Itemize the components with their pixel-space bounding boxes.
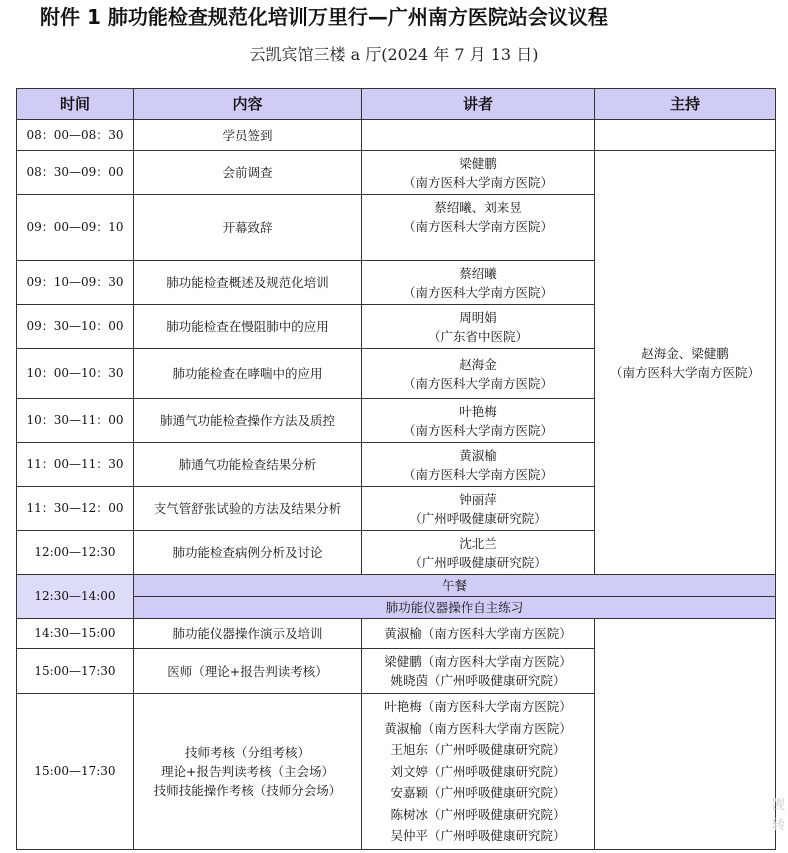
row-time: 11：00—11：30 bbox=[17, 443, 134, 487]
row-content: 会前调查 bbox=[134, 151, 362, 195]
lunch-time: 12:30—14:00 bbox=[17, 575, 134, 619]
header-host: 主持 bbox=[595, 89, 776, 120]
table-row bbox=[17, 120, 776, 151]
row-content bbox=[134, 694, 362, 850]
row-time: 09：00—09：10 bbox=[17, 195, 134, 261]
speaker-name: 沈北兰 bbox=[459, 535, 497, 551]
row-time: 10：00—10：30 bbox=[17, 349, 134, 399]
row-content: 学员签到 bbox=[134, 120, 362, 151]
document-title: 附件 1 肺功能检查规范化培训万里行—广州南方医院站会议议程 bbox=[40, 5, 608, 29]
row-content: 支气管舒张试验的方法及结果分析 bbox=[134, 487, 362, 531]
speaker-name: 蔡绍曦、刘来昱 bbox=[434, 200, 522, 215]
content-line: 技师考核（分组考核） bbox=[184, 745, 310, 760]
practice-label: 肺功能仪器操作自主练习 bbox=[134, 597, 776, 619]
row-content: 肺功能检查在哮喘中的应用 bbox=[134, 349, 362, 399]
speaker-affiliation: （南方医科大学南方医院） bbox=[402, 466, 553, 482]
row-speaker bbox=[362, 195, 595, 261]
row-speaker bbox=[362, 349, 595, 399]
row-time: 12:00—12:30 bbox=[17, 531, 134, 575]
speaker-affiliation: （南方医科大学南方医院） bbox=[402, 219, 553, 234]
speaker-entry: 安嘉颖（广州呼吸健康研究院） bbox=[390, 785, 566, 801]
header-time: 时间 bbox=[17, 89, 134, 120]
row-content: 医师（理论+报告判读考核） bbox=[134, 649, 362, 694]
speaker-affiliation: （广东省中医院） bbox=[427, 328, 528, 344]
row-speaker bbox=[362, 399, 595, 443]
speaker-entry: 梁健鹏（南方医科大学南方医院） bbox=[384, 654, 572, 669]
row-speaker bbox=[362, 120, 595, 151]
content-line: 技师技能操作考核（技师分会场） bbox=[153, 783, 342, 798]
agenda-table bbox=[16, 88, 776, 850]
row-time: 15:00—17:30 bbox=[17, 649, 134, 694]
row-time: 11：30—12：00 bbox=[17, 487, 134, 531]
content-line: 理论+报告判读考核（主会场） bbox=[161, 764, 334, 779]
speaker-entry: 黄淑榆（南方医科大学南方医院） bbox=[384, 720, 572, 736]
row-time: 09：30—10：00 bbox=[17, 305, 134, 349]
row-speaker bbox=[362, 443, 595, 487]
speaker-name: 黄淑榆 bbox=[459, 447, 497, 463]
row-content: 肺功能检查病例分析及讨论 bbox=[134, 531, 362, 575]
speaker-affiliation: （南方医科大学南方医院） bbox=[402, 375, 553, 391]
row-content: 开幕致辞 bbox=[134, 195, 362, 261]
host-affiliation: （南方医科大学南方医院） bbox=[609, 364, 760, 380]
watermark: 觊转 bbox=[772, 798, 786, 833]
row-host bbox=[595, 120, 776, 151]
speaker-affiliation: （南方医科大学南方医院） bbox=[402, 284, 553, 300]
speaker-name: 钟丽萍 bbox=[459, 491, 497, 507]
row-time: 14:30—15:00 bbox=[17, 619, 134, 649]
speaker-name: 梁健鹏 bbox=[459, 155, 497, 171]
speaker-entry: 黄淑榆（南方医科大学南方医院） bbox=[384, 626, 572, 641]
row-speaker bbox=[362, 649, 595, 694]
speaker-affiliation: （广州呼吸健康研究院） bbox=[409, 510, 547, 526]
header-content: 内容 bbox=[134, 89, 362, 120]
row-speaker bbox=[362, 305, 595, 349]
speaker-entry: 姚晓茵（广州呼吸健康研究院） bbox=[390, 673, 566, 688]
speaker-name: 周明娟 bbox=[459, 309, 497, 325]
row-content: 肺功能仪器操作演示及培训 bbox=[134, 619, 362, 649]
row-speaker bbox=[362, 261, 595, 305]
header-speaker: 讲者 bbox=[362, 89, 595, 120]
speaker-affiliation: （南方医科大学南方医院） bbox=[402, 422, 553, 438]
morning-host-cell bbox=[595, 151, 776, 575]
table-row bbox=[17, 151, 776, 195]
row-speaker bbox=[362, 487, 595, 531]
document-subtitle: 云凯宾馆三楼 a 厅(2024 年 7 月 13 日) bbox=[249, 45, 539, 64]
speaker-name: 蔡绍曦 bbox=[459, 265, 497, 281]
row-content: 肺功能检查概述及规范化培训 bbox=[134, 261, 362, 305]
row-speaker bbox=[362, 694, 595, 850]
row-time: 08：00—08：30 bbox=[17, 120, 134, 151]
row-speaker bbox=[362, 619, 595, 649]
lunch-row bbox=[17, 575, 776, 597]
speaker-affiliation: （南方医科大学南方医院） bbox=[402, 174, 553, 190]
row-time: 08：30—09：00 bbox=[17, 151, 134, 195]
speaker-entry: 叶艳梅（南方医科大学南方医院） bbox=[384, 699, 572, 715]
speaker-entry: 陈树冰（广州呼吸健康研究院） bbox=[390, 806, 566, 822]
afternoon-host-cell bbox=[595, 619, 776, 850]
speaker-affiliation: （广州呼吸健康研究院） bbox=[409, 554, 547, 570]
row-content: 肺通气功能检查操作方法及质控 bbox=[134, 399, 362, 443]
speaker-entry: 刘文婷（广州呼吸健康研究院） bbox=[390, 763, 566, 779]
host-names: 赵海金、梁健鹏 bbox=[641, 345, 729, 361]
row-content: 肺功能检查在慢阻肺中的应用 bbox=[134, 305, 362, 349]
speaker-name: 叶艳梅 bbox=[459, 403, 497, 419]
row-content: 肺通气功能检查结果分析 bbox=[134, 443, 362, 487]
row-speaker bbox=[362, 151, 595, 195]
lunch-label: 午餐 bbox=[134, 575, 776, 597]
row-time: 15:00—17:30 bbox=[17, 694, 134, 850]
row-speaker bbox=[362, 531, 595, 575]
speaker-entry: 王旭东（广州呼吸健康研究院） bbox=[390, 742, 566, 758]
row-time: 09：10—09：30 bbox=[17, 261, 134, 305]
row-time: 10：30—11：00 bbox=[17, 399, 134, 443]
table-row bbox=[17, 619, 776, 649]
table-header-row bbox=[17, 89, 776, 120]
speaker-name: 赵海金 bbox=[459, 356, 497, 372]
speaker-entry: 吴仲平（广州呼吸健康研究院） bbox=[390, 828, 566, 844]
